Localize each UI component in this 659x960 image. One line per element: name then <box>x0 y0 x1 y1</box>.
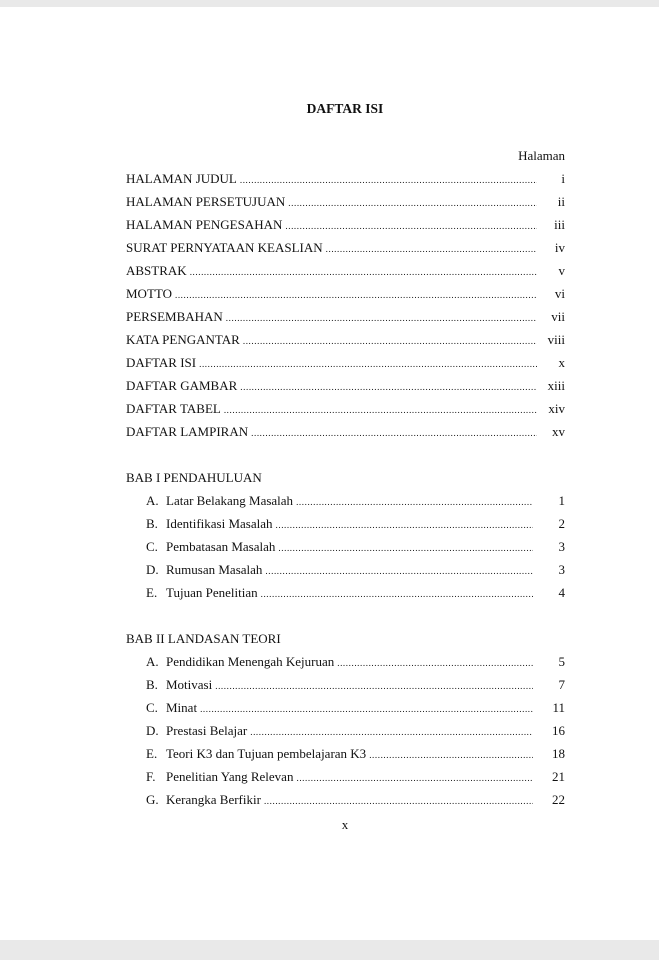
toc-subentry-letter: E. <box>146 746 158 761</box>
toc-subentry-letter: A. <box>146 493 159 508</box>
toc-entry[interactable] <box>126 167 565 190</box>
toc-subentry[interactable] <box>126 558 565 581</box>
toc-subentry-page: 3 <box>558 539 565 554</box>
toc-entry-page: vii <box>551 309 565 324</box>
toc-subentry[interactable] <box>126 719 565 742</box>
toc-subentry-letter: C. <box>146 539 158 554</box>
toc-subentry-page: 18 <box>552 746 565 761</box>
toc-entry-page: xv <box>552 424 565 439</box>
toc-subentry-page: 16 <box>552 723 565 738</box>
toc-entry[interactable] <box>126 236 565 259</box>
toc-subentry[interactable] <box>126 535 565 558</box>
toc-entry-page: iii <box>554 217 565 232</box>
toc-subentry-letter: A. <box>146 654 159 669</box>
toc-subentry-letter: D. <box>146 562 159 577</box>
toc-subentry-page: 3 <box>558 562 565 577</box>
toc-subentry-label: Pendidikan Menengah Kejuruan <box>166 654 335 669</box>
leader-dots <box>278 537 533 560</box>
toc-subentry-label: Prestasi Belajar <box>166 723 248 738</box>
toc-subentry-label: Kerangka Berfikir <box>166 792 261 807</box>
toc-entry-label: DAFTAR LAMPIRAN <box>126 424 249 439</box>
toc-entry-page: ii <box>557 194 565 209</box>
leader-dots <box>224 399 537 422</box>
leader-dots <box>240 376 537 399</box>
toc-subentry-letter: F. <box>146 769 156 784</box>
toc-subentry-page: 1 <box>558 493 565 508</box>
toc-subentry-label: Pembatasan Masalah <box>166 539 276 554</box>
leader-dots <box>240 169 537 192</box>
toc-entry-label: HALAMAN PERSETUJUAN <box>126 194 286 209</box>
toc-subentry-page: 4 <box>558 585 565 600</box>
table-of-contents <box>126 167 565 811</box>
toc-entry[interactable] <box>126 420 565 443</box>
toc-entry-label: MOTTO <box>126 286 172 301</box>
leader-dots <box>199 353 537 376</box>
leader-dots <box>200 698 533 721</box>
toc-subentry-page: 21 <box>552 769 565 784</box>
toc-entry-label: DAFTAR ISI <box>126 355 197 370</box>
toc-entry[interactable] <box>126 351 565 374</box>
toc-subentry-page: 5 <box>558 654 565 669</box>
leader-dots <box>285 215 537 238</box>
leader-dots <box>251 422 537 445</box>
toc-subentry-label: Latar Belakang Masalah <box>166 493 294 508</box>
leader-dots <box>190 261 537 284</box>
leader-dots <box>243 330 537 353</box>
toc-entry[interactable] <box>126 305 565 328</box>
toc-subentry-label: Motivasi <box>166 677 213 692</box>
toc-entry-page: i <box>561 171 565 186</box>
leader-dots <box>250 721 533 744</box>
toc-entry-label: ABSTRAK <box>126 263 187 278</box>
toc-entry[interactable] <box>126 213 565 236</box>
toc-subentry-label: Rumusan Masalah <box>166 562 263 577</box>
toc-subentry-letter: E. <box>146 585 158 600</box>
leader-dots <box>265 560 533 583</box>
toc-entry[interactable] <box>126 259 565 282</box>
leader-dots <box>326 238 537 261</box>
toc-subentry-letter: G. <box>146 792 159 807</box>
leader-dots <box>276 514 534 537</box>
toc-entry-page: x <box>558 355 565 370</box>
toc-subentry-label: Identifikasi Masalah <box>166 516 273 531</box>
chapter-heading[interactable]: BAB I PENDAHULUAN <box>126 470 262 485</box>
leader-dots <box>288 192 537 215</box>
toc-entry[interactable] <box>126 328 565 351</box>
toc-entry-label: PERSEMBAHAN <box>126 309 223 324</box>
toc-entry-label: HALAMAN PENGESAHAN <box>126 217 283 232</box>
toc-subentry[interactable] <box>126 512 565 535</box>
toc-entry-page: vi <box>554 286 565 301</box>
toc-subentry-page: 2 <box>558 516 565 531</box>
toc-entry-page: viii <box>547 332 565 347</box>
leader-dots <box>215 675 533 698</box>
toc-entry[interactable] <box>126 374 565 397</box>
toc-entry-label: KATA PENGANTAR <box>126 332 240 347</box>
toc-subentry[interactable] <box>126 788 565 811</box>
toc-entry-page: xiii <box>547 378 565 393</box>
document-page <box>0 7 659 940</box>
toc-entry-page: xiv <box>548 401 565 416</box>
leader-dots <box>337 652 533 675</box>
toc-subentry-letter: D. <box>146 723 159 738</box>
section-gap <box>126 443 565 466</box>
toc-entry[interactable] <box>126 282 565 305</box>
leader-dots <box>175 284 537 307</box>
toc-subentry[interactable] <box>126 581 565 604</box>
leader-dots <box>226 307 537 330</box>
leader-dots <box>264 790 533 813</box>
toc-subentry[interactable] <box>126 696 565 719</box>
leader-dots <box>296 491 533 514</box>
toc-subentry-page: 11 <box>552 700 565 715</box>
toc-subentry[interactable] <box>126 489 565 512</box>
toc-entry-label: HALAMAN JUDUL <box>126 171 237 186</box>
toc-entry-label: SURAT PERNYATAAN KEASLIAN <box>126 240 323 255</box>
toc-subentry-page: 7 <box>558 677 565 692</box>
leader-dots <box>296 767 533 790</box>
page-column-header: Halaman <box>518 148 565 163</box>
toc-subentry[interactable] <box>126 742 565 765</box>
toc-subentry-label: Teori K3 dan Tujuan pembelajaran K3 <box>166 746 367 761</box>
toc-subentry-label: Minat <box>166 700 198 715</box>
toc-subentry[interactable] <box>126 673 565 696</box>
chapter-heading[interactable]: BAB II LANDASAN TEORI <box>126 631 281 646</box>
toc-subentry-letter: B. <box>146 516 158 531</box>
toc-entry-label: DAFTAR TABEL <box>126 401 221 416</box>
page-number: x <box>341 817 349 832</box>
toc-entry-page: iv <box>554 240 565 255</box>
toc-entry-page: v <box>558 263 565 278</box>
toc-entry[interactable] <box>126 190 565 213</box>
toc-subentry-letter: C. <box>146 700 158 715</box>
toc-subentry-page: 22 <box>552 792 565 807</box>
leader-dots <box>369 744 533 767</box>
page-title: DAFTAR ISI <box>306 101 384 116</box>
toc-subentry-letter: B. <box>146 677 158 692</box>
toc-subentry[interactable] <box>126 650 565 673</box>
toc-subentry-label: Tujuan Penelitian <box>166 585 258 600</box>
toc-entry[interactable] <box>126 397 565 420</box>
toc-entry-label: DAFTAR GAMBAR <box>126 378 238 393</box>
section-gap <box>126 604 565 627</box>
toc-subentry-label: Penelitian Yang Relevan <box>166 769 294 784</box>
toc-subentry[interactable] <box>126 765 565 788</box>
leader-dots <box>261 583 533 606</box>
